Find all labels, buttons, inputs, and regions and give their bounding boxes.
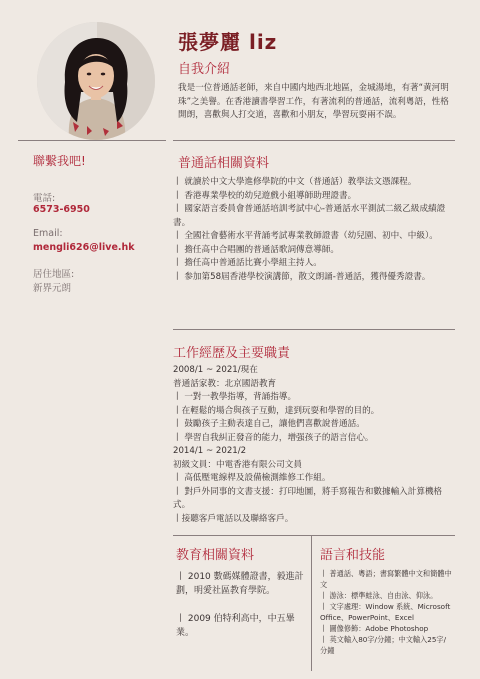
divider-left: [18, 140, 166, 141]
cert-item: 丨 香港專業學校的幼兒遊戲小組導師助理證書。: [173, 190, 357, 201]
cert-item: 丨 就讀於中文大學進修學院的中文（普通話）教學法文憑課程。: [173, 177, 417, 187]
language-item: 丨 圖像修飾：Adobe Photoshop: [320, 624, 429, 633]
language-item: 丨 英文輸入80字/分鐘；中文輸入25字/分鐘: [320, 635, 447, 655]
work-line: 丨 學習自我糾正發音的能力，增强孩子的語言信心。: [173, 432, 374, 443]
language-item: 丨 游泳：標準蛙泳、自由泳、仰泳。: [320, 591, 438, 600]
education-title: 教育相關資料: [176, 548, 255, 563]
avatar: [37, 22, 155, 140]
intro-text: 我是一位普通話老師，来自中國内地西北地區，金城湯地，有著“黄河明珠”之美譽。在香港讀書學習工作，有著流利的普通話，流利粵語，性格開朗，喜歡與人打交道，喜歡和小朋友，學習玩耍兩不誤。: [178, 83, 449, 121]
email-label: Email:: [33, 228, 63, 239]
divider-vertical: [311, 535, 312, 671]
work-line: 初級文員：中電香港有限公司文員: [173, 459, 302, 470]
work-line: 普通話家教：北京國語教育: [173, 378, 277, 389]
education-item: 丨 2009 伯特利高中，中五畢業。: [176, 614, 295, 638]
cert-item: 丨 國家語言委員會普通話培訓考試中心-普通話水平測試二級乙級成績證書。: [173, 204, 446, 228]
work-line: 2014/1 ~ 2021/2: [173, 446, 247, 456]
language-item: 丨 文字處理：Window 系統、Microsoft Office、PowerPoint、Excel: [320, 602, 451, 622]
work-line: 丨接聽客戶電話以及聯絡客戶。: [173, 513, 294, 524]
education-item: 丨 2010 數碼媒體證書，毅進計劃，明愛社區教育學院。: [176, 572, 304, 596]
cert-item: 丨 擔任高中合唱團的普通話歌詞傳意導師。: [173, 244, 340, 255]
cert-title: 普通話相關資料: [178, 156, 270, 171]
divider-cert: [173, 329, 455, 330]
work-line: 2008/1 ~ 2021/現在: [173, 365, 258, 375]
work-list: [173, 364, 455, 526]
phone-value: 6573-6950: [33, 204, 90, 215]
area-value: 新界元朗: [33, 283, 72, 294]
area-label: 居住地區:: [33, 269, 75, 280]
divider-intro: [173, 140, 455, 141]
work-line: 丨在輕鬆的場合與孩子互動，達到玩耍和學習的目的。: [173, 405, 380, 416]
work-line: 丨 對戶外同事的文書支援：打印地圖，將手寫報告和數據輸入計算機格式。: [173, 486, 443, 510]
language-item: 丨 普通話、粵語；書寫繁體中文和簡體中文: [320, 569, 452, 589]
phone-label: 電話:: [33, 193, 56, 204]
person-name: 張夢麗 liz: [178, 30, 278, 54]
work-line: 丨 鼓勵孩子主動表達自己，讓他們喜歡說普通話。: [173, 419, 365, 429]
language-list: [320, 568, 452, 656]
cert-item: 丨 参加第58屆香港學校演講節，散文朗誦-普通話，獲得優秀證書。: [173, 271, 431, 282]
work-title: 工作經歷及主要職責: [173, 346, 291, 361]
contact-title: 聯繫我吧!: [33, 154, 86, 168]
cert-item: 丨 擔任高中普通話比賽小學組主持人。: [173, 258, 322, 268]
cert-list: [173, 176, 455, 284]
intro-title: 自我介紹: [178, 62, 231, 77]
portrait-photo: [37, 22, 155, 140]
work-line: 丨 一對一教學指導，背誦指導。: [173, 392, 297, 402]
cert-item: 丨 全國社會藝術水平背誦考試專業教師證書（幼兒園、初中、中級）。: [173, 231, 438, 241]
language-title: 語言和技能: [320, 548, 386, 563]
work-line: 丨 高低壓電線桿及設備檢測維修工作組。: [173, 473, 331, 483]
email-value: mengli626@live.hk: [33, 242, 135, 253]
divider-work: [173, 535, 455, 536]
